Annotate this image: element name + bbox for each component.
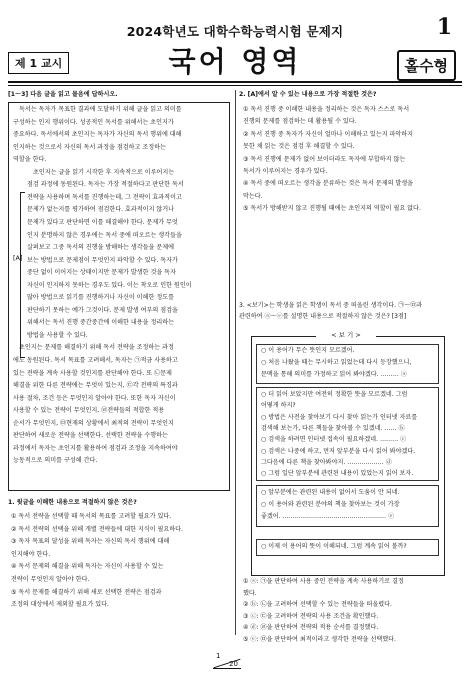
- q1-choice: ④ 독서 문제의 해결을 위해 독자는 자신이 사용할 수 있는: [11, 563, 164, 571]
- q2-choice: ③ 독서 진행에 문제가 없어 보이더라도 독자에 부합하지 않는: [243, 155, 406, 163]
- q3-stem-a: 3. <보기>는 학생을 읽은 학생이 독서 중 떠올린 생각이다. ㉠～㉤과: [239, 302, 423, 309]
- passage-line: 과정에서 독자는 초인지를 활용하여 점검과 조정을 지속하여야: [13, 444, 178, 452]
- q1-choice: ③ 독자 목표의 달성을 위해 독자는 자신의 독서 행위에 대해: [11, 538, 170, 546]
- passage-line: 인지하는 것으로서 자신의 독서 과정을 점검하고 조정하는: [13, 143, 166, 151]
- passage-line: 판단하기 못하는 예가 그것이다. 문제 발생 여부의 점검을: [27, 306, 178, 314]
- q1-choice: 전략이 무엇인지 알아야 한다.: [11, 576, 90, 583]
- q3-choice: ④ ⓓ: ㉣을 판단하여 전략의 적용 순서를 결정했다.: [243, 624, 379, 632]
- session-badge: 제 1 교시: [8, 52, 69, 74]
- footer-underline: [213, 668, 241, 669]
- q3-choice: ③ ⓒ: ㉢을 고려하여 전략의 사용 조건을 확인했다.: [243, 612, 379, 620]
- q3-stem-b: 관련하여 ⓐ～ⓔ를 설명한 내용으로 적절하지 않은 것은? [3점]: [239, 313, 407, 320]
- passage-line: 사용할 수 있는 전략이 무엇인지, ㉣전략들의 적합한 적용: [13, 407, 165, 415]
- passage-line: 판단하여 새로운 전략을 선택한다. 선택한 전략을 수행하는: [13, 432, 168, 440]
- passage-line: 자신이 인지하지 못하는 경우도 있다. 이는 착오로 인한 원인이: [27, 281, 192, 289]
- passage-line: 역할을 한다.: [13, 156, 47, 164]
- q2-choice: ① 독서 진행 중 이해한 내용을 정리하는 것은 독자 스스로 독서: [243, 106, 410, 113]
- passage-line: 중요하다. 독서에서의 초인지는 독자가 자신의 독서 행위에 대해: [13, 131, 182, 139]
- q1-choice: ⑤ 독서 문제를 해결하기 위해 새로 선택한 전략은 점검과: [11, 588, 162, 596]
- q1-stem: 1. 윗글을 이해한 내용으로 적절하지 않은 것은?: [8, 499, 137, 506]
- passage-line: 위해서는 독서 진행 중간중간에 이해한 내용을 정리하는: [27, 319, 175, 327]
- passage-line: 해결을 위한 다른 전략에는 무엇이 있는지, ㉢각 전략의 특징과: [13, 382, 178, 390]
- bogi-box4-line: ○ 이제 이 용어의 뜻이 이해되네. 그럼 계속 읽어 볼까?: [261, 543, 407, 550]
- exam-title: 2024학년도 대학수학능력시험 문제지: [126, 24, 344, 39]
- q2-choice: ④ 독서 중에 떠오르는 생각을 분류하는 것은 독서 문제의 발생을: [243, 180, 414, 188]
- header-rule: [8, 81, 462, 83]
- q1-choice: ① 독서 전략을 선택할 때 독서의 목표를 고려할 필요가 있다.: [11, 513, 172, 520]
- column-divider: [235, 90, 236, 635]
- page-number: 1: [436, 14, 452, 40]
- exam-type-badge: 홀수형: [397, 50, 456, 81]
- passage-line: 순서가 무엇인지, ㉤현재의 상황에서 최적의 전략이 무엇인지: [13, 419, 174, 427]
- passage-line: 구성하는 인지 행위이다. 성공적인 독서를 위해서는 초인지가: [13, 118, 174, 126]
- q2-choice: 막는다.: [243, 192, 263, 200]
- q3-choice: ① ⓐ: ㉠을 판단하여 사용 중인 전략을 계속 사용하기로 결정: [243, 578, 404, 585]
- passage-bracket: [20, 192, 25, 358]
- q2-stem: 2. [A]에서 알 수 있는 내용으로 가장 적절한 것은?: [239, 91, 377, 98]
- bogi-box1-line: ○ 이 용어가 무슨 뜻인지 모르겠어.: [261, 347, 355, 354]
- passage-line: 문제가 있다고 판단하면 이를 해결해야 한다. 문제가 무엇: [27, 218, 178, 226]
- passage-line: 방법을 사용할 수 있다.: [27, 331, 88, 339]
- passage-line: 살펴보고 그중 독서의 진행을 방해하는 생각들을 문제에: [27, 244, 175, 252]
- passage-line: 있는 전략을 계속 사용할 것인지를 판단해야 한다. 또 ㉡문제: [13, 369, 172, 377]
- q3-choice: ② ⓑ: ㉡을 고려하여 선택할 수 있는 전략들을 떠올렸다.: [243, 601, 392, 609]
- passage-line: 인지 분명하지 않은 경우에는 독서 중에 떠오르는 생각들을: [27, 231, 182, 239]
- bogi-box3-line: ○ 앞부분에는 관련된 내용이 없어서 도움이 안 되네.: [261, 489, 400, 496]
- passage-line: 많아 방법으로 읽기를 진행하거나 자신이 이해한 정도를: [27, 294, 175, 302]
- passage-line: 점검 과정에 동원된다. 독자는 가장 적절하다고 판단한 독서: [27, 181, 184, 189]
- footer-total: 20: [229, 660, 238, 668]
- q3-choice: ⑤ ⓔ: ㉤을 판단하여 최적이라고 생각한 전략을 선택했다.: [243, 636, 396, 643]
- instruction: [1～3] 다음 글을 읽고 물음에 답하시오.: [8, 91, 118, 98]
- q1-choice: ② 독서 전략의 선택을 위해 개별 전략들에 대한 지식이 필요하다.: [11, 525, 183, 533]
- passage-line: 독서는 독자가 목표한 결과에 도달하기 위해 글을 읽고 의미를: [19, 106, 182, 113]
- passage-line: 초인지는 문제를 해결하기 위해 독서 전략을 조정하는 과정: [19, 344, 174, 352]
- passage-line: 에도 동원된다. 독서 목표를 고려해서, 독자는 ㉠적금 사용하고: [13, 357, 178, 364]
- bogi-box3-line: 좋겠어. …………………………………………… ⓔ: [261, 513, 395, 520]
- passage-line: 문제가 없는지를 평가하여 점검한다. 효과적이지 않거나: [27, 206, 175, 214]
- passage-line: 초인지는 글을 읽기 시작한 후 지속적으로 이루어지는: [33, 168, 175, 176]
- q2-choice: 진행의 문제를 점검하는 데 활용될 수 있다.: [243, 118, 357, 126]
- q3-choice: 했다.: [243, 589, 257, 597]
- passage-line: 능동적으로 의미를 구성해 간다.: [13, 457, 98, 465]
- passage-line: 중단 없이 이어지는 상태이지만 문제가 발생한 것을 독자: [27, 269, 176, 277]
- bogi-box2-line: ○ 그럼 일단 앞부분에 관련된 내용이 있었는지 읽어 보자.: [261, 470, 414, 478]
- bogi-box2-line: ○ 방법은 사전을 찾아보기 다시 찾아 읽는가 인터넷 자료를: [261, 413, 418, 421]
- q2-choice: ② 독서 진행 중 독자가 자신이 얼마나 이해하고 있는지 파악하지: [243, 130, 414, 138]
- bogi-box2-line: 검색해 보는가, 다른 책들을 찾아볼 수 있겠네. …… ⓑ: [261, 424, 405, 432]
- bogi-box2-line: ○ 검색은 나중에 하고, 먼저 앞부분을 다시 읽어 봐야겠다.: [261, 447, 416, 455]
- bogi-box1-line: 문맥을 통해 의미를 가정하고 읽어 봐야겠다. ……… ⓐ: [261, 371, 407, 378]
- bogi-box2-line: ○ 검색을 하려면 인터넷 접속이 필요하겠네. ……… ⓒ: [261, 436, 407, 444]
- bogi-box2-line: 어떻게 하지?: [261, 402, 296, 410]
- q1-choice: 조정의 대상에서 제외할 필요가 있다.: [11, 601, 109, 609]
- q2-choice: 못한 채 읽는 것은 점검 후 해결할 수 있다.: [243, 143, 355, 151]
- bogi-box3-line: ○ 이 용어와 관련된 분야의 책을 찾아보는 것이 가장: [261, 501, 400, 508]
- bogi-box2-line: 그다음에 다른 책을 찾아봐야지. ……………… ⓓ: [261, 458, 392, 466]
- q1-choice: 인지해야 한다.: [11, 550, 51, 558]
- bogi-box1-line: ○ 처음 나왔을 때는 무시하고 읽었는데 다시 등장했으니,: [261, 359, 412, 366]
- header-rule-thin: [8, 85, 462, 86]
- subject-title: 국어 영역: [168, 45, 302, 78]
- footer-page: 1: [216, 652, 221, 660]
- bogi-box2-line: ○ 더 읽어 보았지만 여전히 정확한 뜻을 모르겠네. 그럼: [261, 391, 408, 398]
- q2-choice: 독서가 이루어지는 경우가 있다.: [243, 168, 328, 175]
- passage-line: 보는 방법으로 문제점이 무엇인지 파악할 수 있다. 독자가: [27, 256, 178, 264]
- bogi-label: < 보 기 >: [316, 330, 376, 339]
- bracket-label: [A]: [13, 254, 23, 262]
- passage-line: 사용 절차, 조건 등은 무엇인지 알아야 한다. 또한 독자 자신이: [13, 394, 176, 402]
- passage-line: 전략을 사용하며 독서를 진행하는데, 그 전략이 효과적이고: [27, 193, 182, 201]
- q2-choice: ⑤ 독서가 방해받지 않고 진행될 때에는 초인지의 역할이 필요 없다.: [243, 205, 421, 213]
